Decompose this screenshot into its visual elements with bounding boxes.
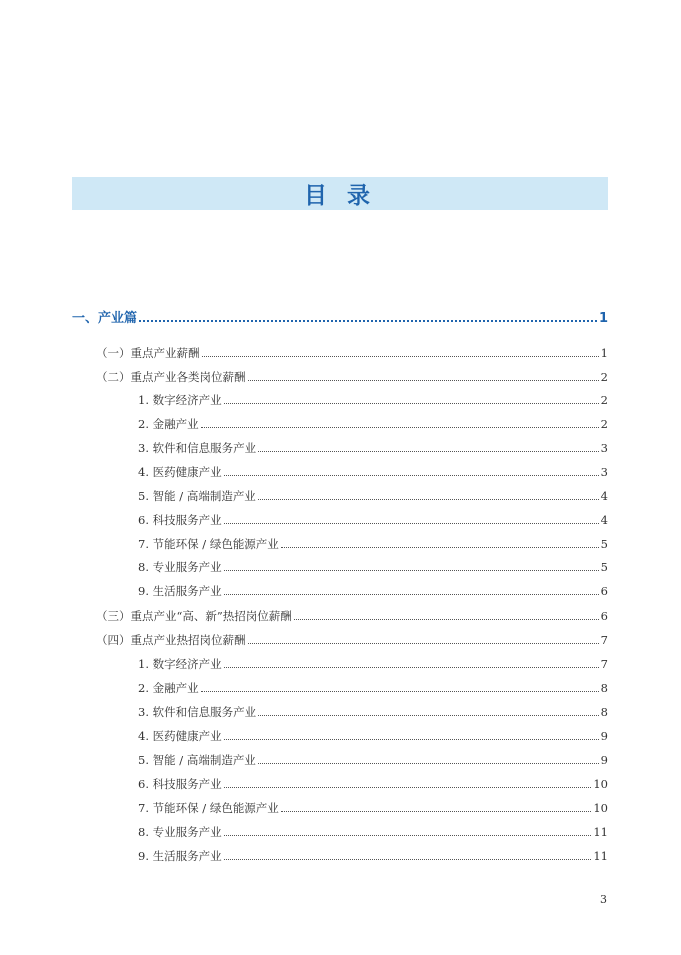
toc-entry-page: 6 bbox=[600, 609, 608, 623]
toc-entry-label: 4. 医药健康产业 bbox=[138, 729, 222, 743]
toc-entry-label: 4. 医药健康产业 bbox=[138, 465, 222, 479]
toc-entry[interactable] bbox=[96, 369, 608, 385]
toc-entry-page: 5 bbox=[600, 560, 608, 574]
page-number: 3 bbox=[600, 893, 607, 906]
dot-leader bbox=[224, 594, 599, 595]
toc-entry[interactable] bbox=[138, 752, 608, 768]
toc-entry-label: （四）重点产业热招岗位薪酬 bbox=[96, 633, 246, 647]
toc-entry[interactable] bbox=[138, 512, 608, 528]
toc-entry-page: 8 bbox=[600, 681, 608, 695]
toc-entry-label: 3. 软件和信息服务产业 bbox=[138, 705, 257, 719]
toc-entry-page: 11 bbox=[593, 849, 608, 863]
toc-entry-page: 4 bbox=[600, 513, 608, 527]
toc-entry[interactable] bbox=[96, 632, 608, 648]
toc-entry-page: 3 bbox=[600, 465, 608, 479]
dot-leader bbox=[201, 691, 599, 692]
toc-entry[interactable] bbox=[138, 776, 608, 792]
toc-entry[interactable] bbox=[138, 464, 608, 480]
dot-leader bbox=[281, 547, 599, 548]
toc-entry-label: 1. 数字经济产业 bbox=[138, 393, 222, 407]
toc-title-band bbox=[72, 177, 608, 210]
dot-leader bbox=[258, 499, 599, 500]
toc-entry-label: 1. 数字经济产业 bbox=[138, 657, 222, 671]
toc-entry[interactable] bbox=[138, 704, 608, 720]
toc-entry-label: 8. 专业服务产业 bbox=[138, 560, 222, 574]
toc-entry-page: 2 bbox=[600, 417, 608, 431]
toc-entry[interactable] bbox=[138, 583, 608, 599]
toc-entry-label: 2. 金融产业 bbox=[138, 681, 199, 695]
dot-leader bbox=[224, 475, 599, 476]
toc-entry-label: 5. 智能 / 高端制造产业 bbox=[138, 753, 256, 767]
toc-entry-label: （三）重点产业“高、新”热招岗位薪酬 bbox=[96, 609, 292, 623]
toc-entry[interactable] bbox=[138, 680, 608, 696]
dot-leader bbox=[139, 320, 597, 322]
toc-entry-page: 7 bbox=[600, 657, 608, 671]
dot-leader bbox=[224, 739, 599, 740]
toc-entry-page: 6 bbox=[600, 584, 608, 598]
toc-entry[interactable] bbox=[96, 345, 608, 361]
dot-leader bbox=[258, 715, 599, 716]
toc-entry-label: 9. 生活服务产业 bbox=[138, 849, 222, 863]
toc-entry[interactable] bbox=[138, 656, 608, 672]
toc-part-label: 一、产业篇 bbox=[72, 311, 138, 326]
dot-leader bbox=[201, 427, 599, 428]
toc-entry-label: （二）重点产业各类岗位薪酬 bbox=[96, 370, 246, 384]
toc-entry-page: 2 bbox=[600, 370, 608, 384]
dot-leader bbox=[248, 380, 599, 381]
dot-leader bbox=[224, 523, 599, 524]
toc-entry[interactable] bbox=[138, 488, 608, 504]
dot-leader bbox=[224, 403, 599, 404]
toc-entry[interactable] bbox=[138, 392, 608, 408]
dot-leader bbox=[224, 787, 592, 788]
toc-entry[interactable] bbox=[138, 728, 608, 744]
dot-leader bbox=[294, 619, 599, 620]
toc-entry-page: 10 bbox=[593, 777, 608, 791]
dot-leader bbox=[248, 643, 599, 644]
toc-entry-page: 5 bbox=[600, 537, 608, 551]
toc-entry[interactable] bbox=[138, 800, 608, 816]
toc-entry-label: 8. 专业服务产业 bbox=[138, 825, 222, 839]
dot-leader bbox=[224, 835, 592, 836]
toc-part-page: 1 bbox=[598, 311, 608, 326]
toc-entry-label: 5. 智能 / 高端制造产业 bbox=[138, 489, 256, 503]
toc-title: 目 录 bbox=[303, 183, 376, 209]
dot-leader bbox=[224, 570, 599, 571]
toc-entry[interactable] bbox=[138, 536, 608, 552]
toc-entry-page: 3 bbox=[600, 441, 608, 455]
toc-entry-label: （一）重点产业薪酬 bbox=[96, 346, 200, 360]
dot-leader bbox=[224, 859, 592, 860]
toc-entry-page: 7 bbox=[600, 633, 608, 647]
toc-entry-page: 11 bbox=[593, 825, 608, 839]
toc-entry-page: 10 bbox=[593, 801, 608, 815]
toc-entry-label: 7. 节能环保 / 绿色能源产业 bbox=[138, 537, 279, 551]
toc-entry[interactable] bbox=[96, 608, 608, 624]
toc-entry-page: 8 bbox=[600, 705, 608, 719]
toc-entry[interactable] bbox=[138, 416, 608, 432]
toc-entry-page: 9 bbox=[600, 729, 608, 743]
toc-entry-label: 6. 科技服务产业 bbox=[138, 513, 222, 527]
dot-leader bbox=[224, 667, 599, 668]
toc-entry[interactable] bbox=[138, 440, 608, 456]
toc-entry-label: 7. 节能环保 / 绿色能源产业 bbox=[138, 801, 279, 815]
toc-entry-label: 2. 金融产业 bbox=[138, 417, 199, 431]
dot-leader bbox=[258, 763, 599, 764]
toc-entry-page: 2 bbox=[600, 393, 608, 407]
toc-entry[interactable] bbox=[138, 848, 608, 864]
toc-entry-page: 1 bbox=[600, 346, 608, 360]
dot-leader bbox=[202, 356, 599, 357]
toc-entry-page: 9 bbox=[600, 753, 608, 767]
toc-entry-page: 4 bbox=[600, 489, 608, 503]
dot-leader bbox=[258, 451, 599, 452]
toc-entry-label: 6. 科技服务产业 bbox=[138, 777, 222, 791]
toc-entry[interactable] bbox=[138, 559, 608, 575]
toc-entry-label: 3. 软件和信息服务产业 bbox=[138, 441, 257, 455]
toc-part-entry[interactable] bbox=[72, 307, 608, 326]
toc-entry[interactable] bbox=[138, 824, 608, 840]
toc-entry-label: 9. 生活服务产业 bbox=[138, 584, 222, 598]
dot-leader bbox=[281, 811, 592, 812]
